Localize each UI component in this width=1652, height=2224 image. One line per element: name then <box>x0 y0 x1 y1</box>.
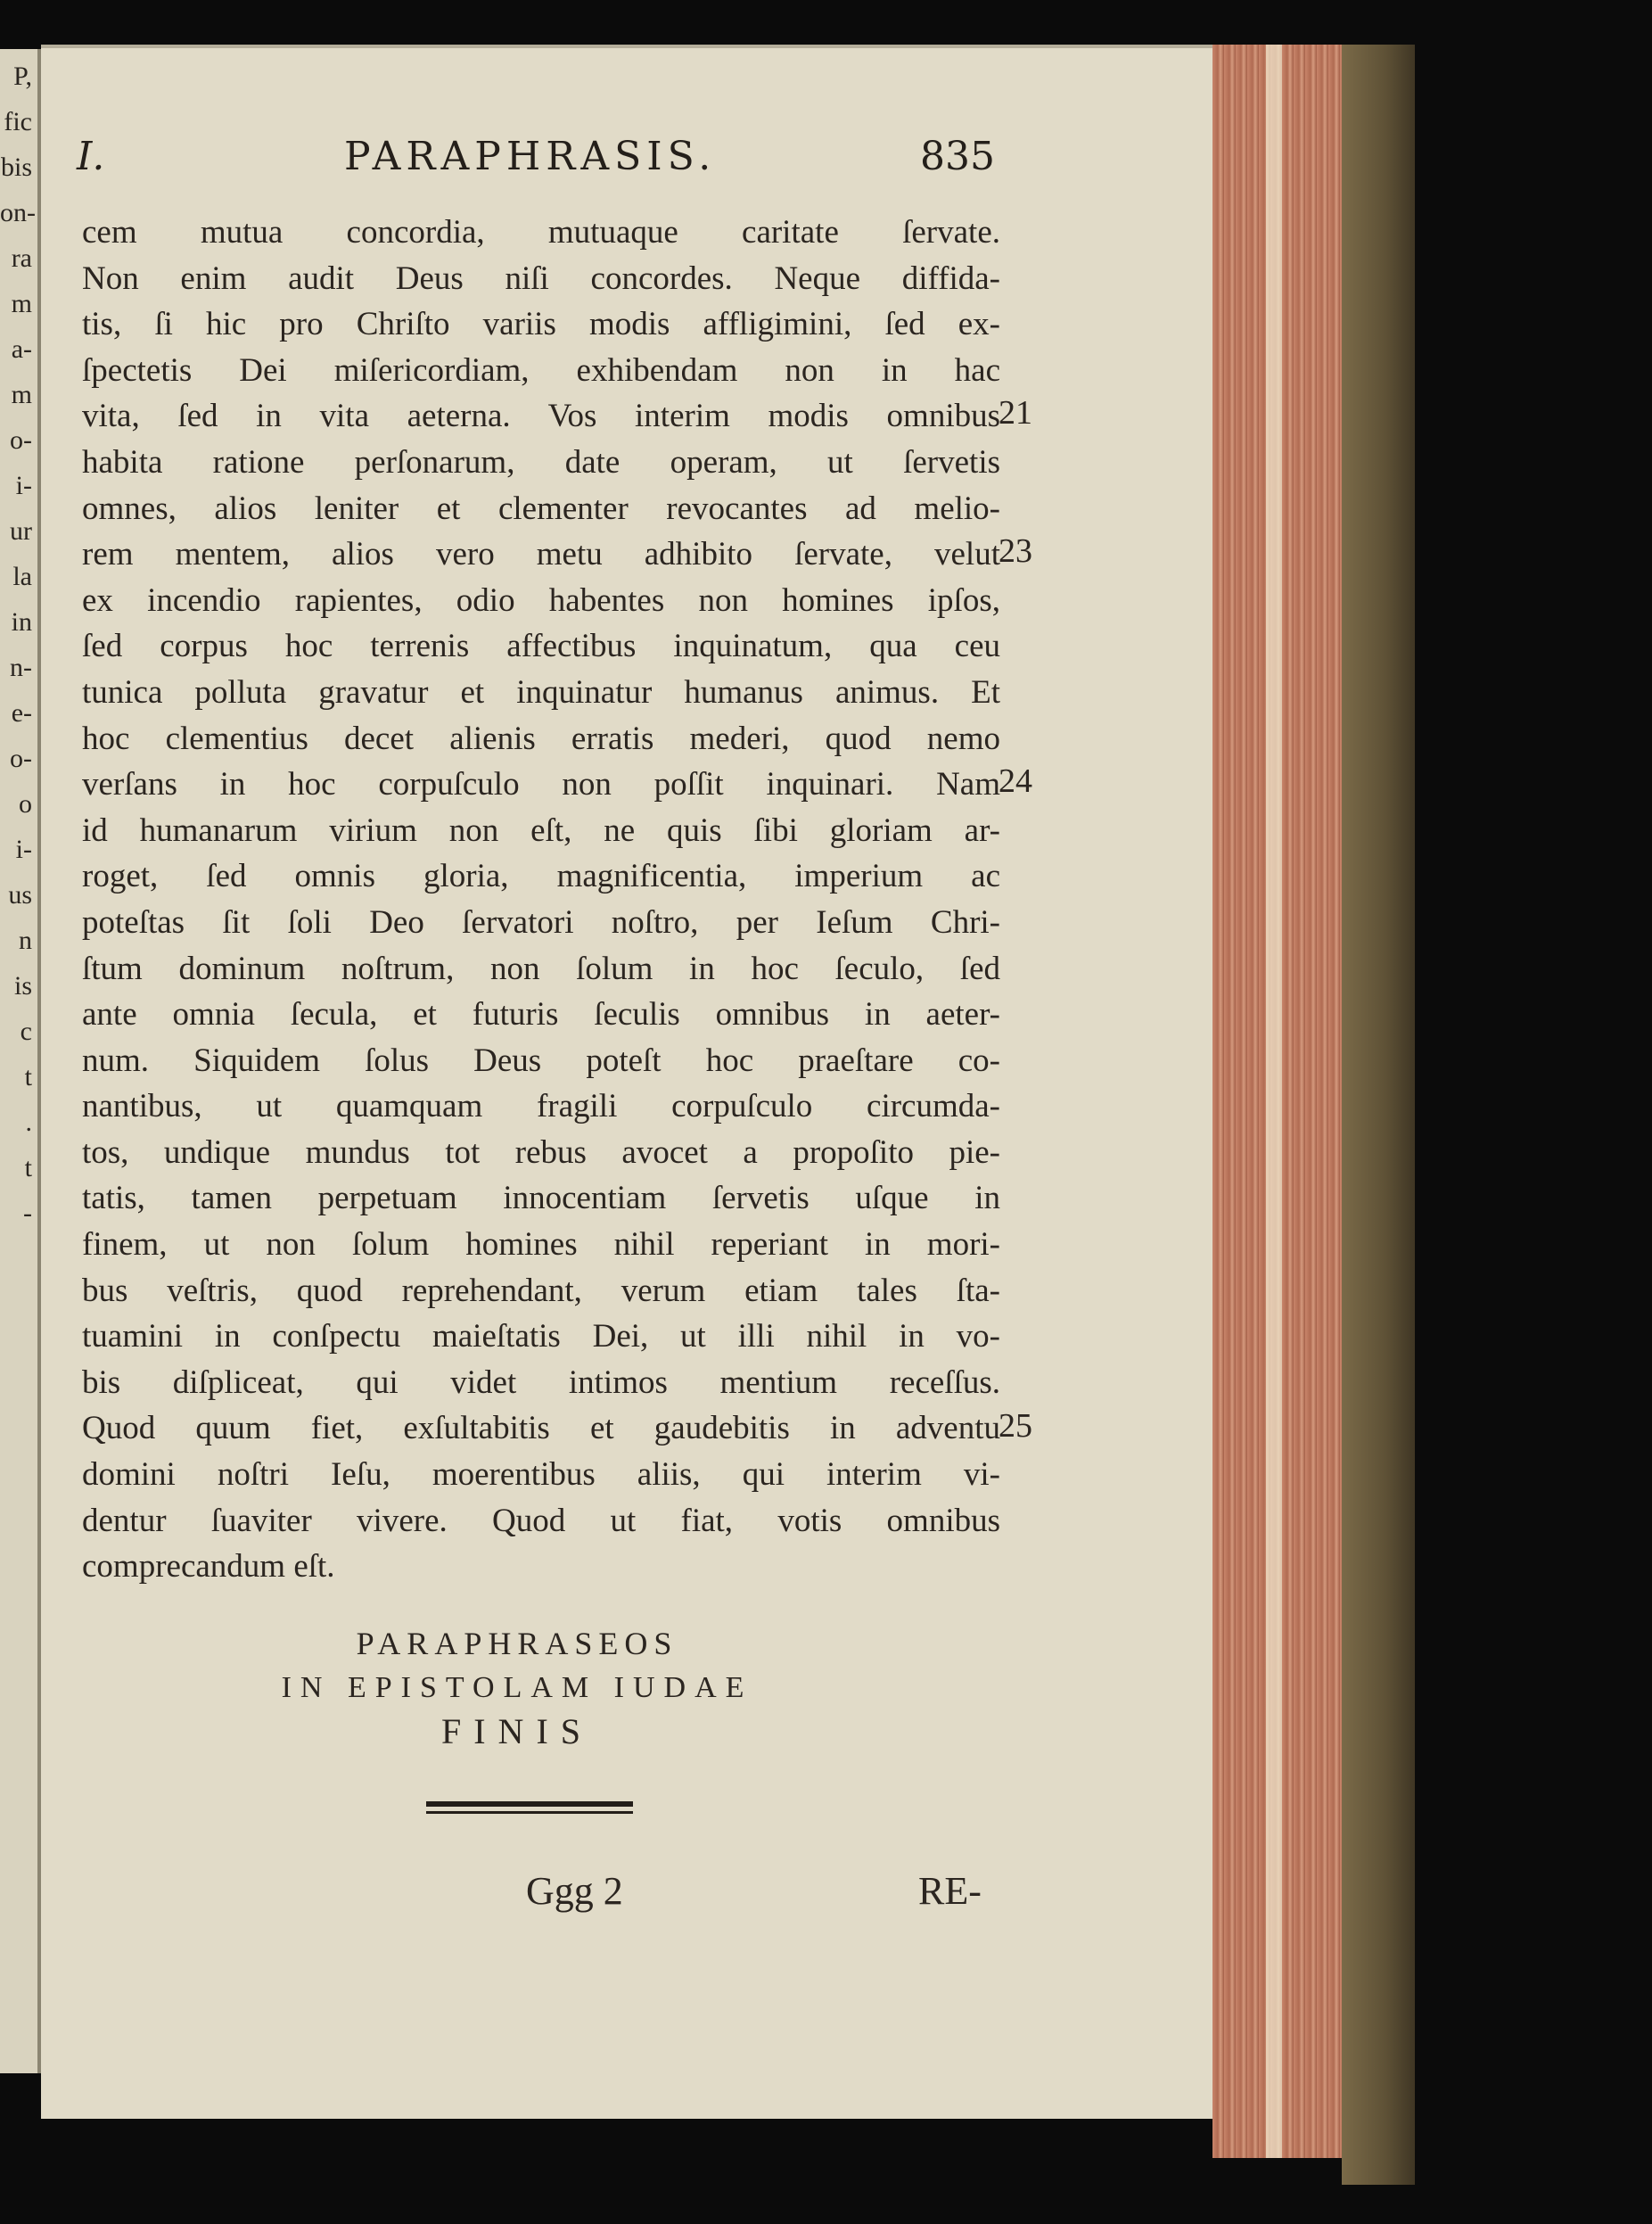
fragment: n <box>19 926 32 955</box>
text-line: dentur ſuaviter vivere. Quod ut fiat, votis omnibus <box>82 1502 1000 1539</box>
fragment: - <box>23 1198 32 1228</box>
fragment: a- <box>11 334 32 364</box>
text-line: tunica polluta gravatur et inquinatur humanus animus. Et <box>82 673 1000 711</box>
text-line: tos, undique mundus tot rebus avocet a propoſito pie- <box>82 1133 1000 1171</box>
fragment: c <box>20 1017 32 1046</box>
verse-number-23: 23 <box>999 532 1032 570</box>
text-line: vita, ſed in vita aeterna. Vos interim modis omnibus <box>82 398 1000 435</box>
text-line: rem mentem, alios vero metu adhibito ſervate, velut <box>82 536 1000 573</box>
text-line: hoc clementius decet alienis erratis mederi, quod nemo <box>82 720 1000 757</box>
text-line: tuamini in conſpectu maieſtatis Dei, ut illi nihil in vo- <box>82 1318 1000 1355</box>
fragment: in <box>11 607 32 637</box>
text-line: domini noſtri Ieſu, moerentibus aliis, qui interim vi- <box>82 1456 1000 1494</box>
section-number: I. <box>77 134 105 179</box>
left-page-fragments <box>0 54 36 2069</box>
fragment: t <box>24 1153 32 1182</box>
text-line: ſed corpus hoc terrenis affectibus inquinatum, qua ceu <box>82 628 1000 665</box>
fragment: i- <box>15 835 32 864</box>
text-line: finem, ut non ſolum homines nihil reperiant in mori- <box>82 1226 1000 1264</box>
text-line: nantibus, ut quamquam fragili corpuſculo circumda- <box>82 1088 1000 1125</box>
colophon-line-1: PARAPHRASEOS <box>356 1626 678 1661</box>
fragment: o- <box>10 744 32 773</box>
text-line: tatis, tamen perpetuam innocentiam ſervetis uſque in <box>82 1180 1000 1217</box>
fragment: i- <box>15 471 32 500</box>
body-text <box>82 210 1032 1590</box>
text-line: ante omnia ſecula, et futuris ſeculis omnibus in aeter- <box>82 996 1000 1034</box>
fragment: fic <box>4 107 32 136</box>
text-line: tis, ſi hic pro Chriſto variis modis affligimini, ſed ex- <box>82 306 1000 343</box>
text-line: ſpectetis Dei miſericordiam, exhibendam non in hac <box>82 351 1000 389</box>
verse-number-21: 21 <box>999 394 1032 432</box>
text-line: poteſtas ſit ſoli Deo ſervatori noſtro, per Ieſum Chri- <box>82 903 1000 941</box>
text-line: cem mutua concordia, mutuaque caritate ſervate. <box>82 214 1000 251</box>
fragment: . <box>25 1108 32 1137</box>
text-line: Quod quum fiet, exſultabitis et gaudebitis in adventu <box>82 1410 1000 1447</box>
fragment: n- <box>10 653 32 682</box>
fragment: o <box>19 789 32 819</box>
page-number: 835 <box>920 134 995 179</box>
text-line: ſtum dominum noſtrum, non ſolum in hoc ſeculo, ſed <box>82 950 1000 987</box>
text-line: comprecandum eſt. <box>82 1548 335 1586</box>
text-line: id humanarum virium non eſt, ne quis ſibi gloriam ar- <box>82 811 1000 849</box>
fragment: on- <box>0 198 36 227</box>
fragment: e- <box>11 698 32 728</box>
book-cover-edge <box>1342 45 1415 2185</box>
text-line: omnes, alios leniter et clementer revocantes ad melio- <box>82 490 1000 527</box>
fragment: P, <box>13 62 32 91</box>
fragment: o- <box>10 425 32 455</box>
text-line: Non enim audit Deus niſi concordes. Neque diffida- <box>82 259 1000 297</box>
ornamental-rule <box>426 1801 633 1814</box>
fragment: is <box>13 971 32 1001</box>
fragment: us <box>8 880 32 910</box>
running-header <box>77 134 995 196</box>
page-edges <box>1212 45 1346 2158</box>
fragment: ra <box>11 243 32 273</box>
text-line: roget, ſed omnis gloria, magnificentia, imperium ac <box>82 858 1000 895</box>
fragment: m <box>11 289 32 318</box>
colophon-line-3: FINIS <box>440 1711 594 1751</box>
text-line: verſans in hoc corpuſculo non poſſit inquinari. Nam <box>82 766 1000 803</box>
fragment: ur <box>10 516 32 546</box>
colophon-line-2: IN EPISTOLAM IUDAE <box>281 1671 753 1704</box>
fragment: m <box>11 380 32 409</box>
text-line: num. Siquidem ſolus Deus poteſt hoc praeſtare co- <box>82 1042 1000 1079</box>
text-line: ex incendio rapientes, odio habentes non homines ipſos, <box>82 581 1000 619</box>
fragment: t <box>24 1062 32 1091</box>
text-line: bis diſpliceat, qui videt intimos mentium receſſus. <box>82 1363 1000 1401</box>
text-line: habita ratione perſonarum, date operam, ut ſervetis <box>82 443 1000 481</box>
verse-number-24: 24 <box>999 762 1032 800</box>
text-line: bus veſtris, quod reprehendant, verum etiam tales ſta- <box>82 1272 1000 1309</box>
catchword: RE- <box>918 1869 982 1913</box>
verse-number-25: 25 <box>999 1407 1032 1445</box>
fragment: bis <box>0 152 32 182</box>
running-title: PARAPHRASIS. <box>344 134 717 179</box>
fragment: la <box>12 562 32 591</box>
signature-mark: Ggg 2 <box>526 1869 623 1913</box>
